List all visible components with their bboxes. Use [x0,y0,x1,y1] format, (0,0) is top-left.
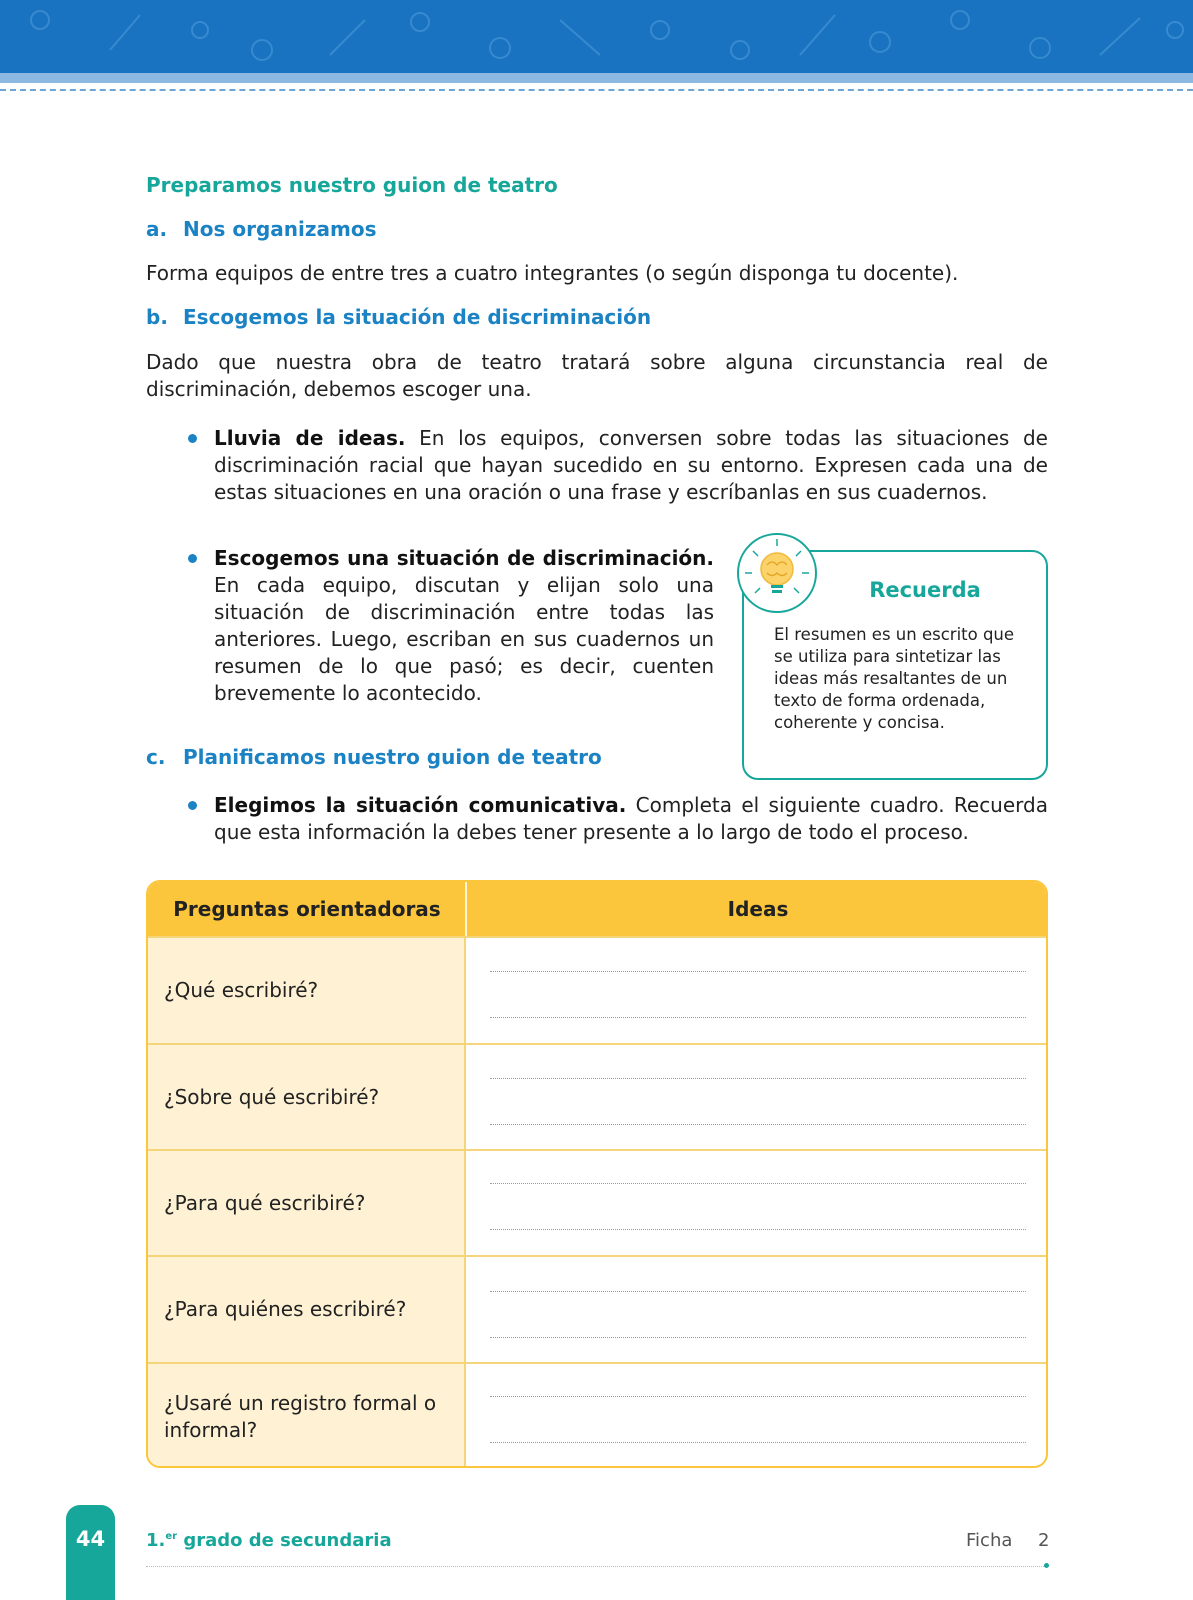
part-c-heading [146,745,1046,769]
header-strip [0,73,1193,83]
bullet-bold: Escogemos una situación de discriminación. [214,546,714,570]
answer-line[interactable] [490,1124,1026,1125]
answer-line[interactable] [490,1396,1026,1397]
answer-line[interactable] [490,1229,1026,1230]
answer-line[interactable] [490,1078,1026,1079]
part-c-letter: c. [146,745,166,769]
bullet-text: En cada equipo, discutan y elijan solo una situación de discriminación entre todas las anteriores. Luego, escriban en sus cuadernos un resumen de lo que pasó; es decir, cuenten brevemente lo acontecido. [214,573,714,705]
page-number-tab [66,1505,115,1600]
part-b-title: Escogemos la situación de discriminación [183,305,652,329]
bullet-bold: Elegimos la situación comunicativa. [214,793,627,817]
gear-icon [411,13,429,31]
bullet-bold: Lluvia de ideas. [214,426,406,450]
bullet-dot [188,554,197,563]
question-cell: ¿Sobre qué escribiré? [148,1045,466,1149]
page-number: 44 [75,1527,106,1551]
answer-line[interactable] [490,1442,1026,1443]
part-c-title: Planificamos nuestro guion de teatro [183,745,602,769]
header-ideas: Ideas [727,897,789,921]
part-b-text: Dado que nuestra obra de teatro tratará sobre alguna circunstancia real de discriminación, debemos escoger una. [146,350,1048,401]
question-cell: ¿Qué escribiré? [148,938,466,1043]
gear-icon [192,22,208,38]
guiding-questions-table [146,880,1048,1468]
part-a-letter: a. [146,217,168,241]
bullet-dot [188,434,197,443]
answer-line[interactable] [490,1291,1026,1292]
bullet-text: Completa el siguiente cuadro. Recuerda que esta información la debes tener presente a lo largo de todo el proceso. [214,793,1048,844]
question-cell: ¿Para quiénes escribiré? [148,1257,466,1362]
header-band [0,0,1193,73]
smiley-icon [1030,38,1050,58]
smiley-icon [252,40,272,60]
header-divider [0,89,1193,91]
header-preguntas: Preguntas orientadoras [173,897,441,921]
table-row [148,1043,1046,1149]
footer-ficha-number: 2 [1038,1530,1050,1551]
pencil-icon [110,15,140,50]
table-header [148,882,1046,936]
bullet-lluvia-de-ideas [146,425,1048,506]
doodle-pattern [0,0,1193,73]
part-a-text: Forma equipos de entre tres a cuatro integrantes (o según disponga tu docente). [146,261,959,285]
recuerda-text: El resumen es un escrito que se utiliza para sintetizar las ideas más resaltantes de un texto de forma ordenada, coherente y concisa. [774,625,1015,732]
footer-divider [146,1566,1048,1567]
smiley-icon [31,11,49,29]
lightbulb-brain-icon [737,533,817,613]
table-row [148,1149,1046,1255]
answer-line[interactable] [490,1337,1026,1338]
question-cell: ¿Usaré un registro formal o informal? [148,1364,466,1468]
grade-suffix: grado de secundaria [177,1530,392,1551]
gear-icon [951,11,969,29]
part-b-heading [146,305,1046,329]
answer-line[interactable] [490,1183,1026,1184]
smiley-icon [490,38,510,58]
grade-sup: er [165,1531,178,1542]
bullet-text: En los equipos, conversen sobre todas las situaciones de discriminación racial que hayan sucedido en su entorno. Expresen cada una de estas situaciones en una oración o una frase y escríbanlas en sus cuadernos. [214,426,1048,504]
table-row [148,1255,1046,1362]
pencil-icon [560,20,600,55]
gear-icon [651,21,669,39]
pencil-icon [330,20,365,55]
answer-line[interactable] [490,971,1026,972]
pencil-icon [800,15,835,55]
answer-line[interactable] [490,1017,1026,1018]
part-b-letter: b. [146,305,168,329]
footer-grade [146,1530,392,1551]
pencil-icon [1100,18,1140,55]
grade-prefix: 1. [146,1530,166,1551]
lightbulb-icon [870,32,890,52]
part-a-title: Nos organizamos [183,217,377,241]
question-cell: ¿Para qué escribiré? [148,1151,466,1255]
section-title: Preparamos nuestro guion de teatro [146,173,558,197]
footer-dot [1044,1563,1049,1568]
gear-icon [1167,22,1183,38]
table-row [148,936,1046,1043]
recuerda-title: Recuerda [869,578,981,602]
bullet-escogemos-situacion [146,545,714,707]
part-a-heading [146,217,1046,241]
bullet-situacion-comunicativa [146,792,1048,846]
footer-ficha-label: Ficha [966,1530,1013,1551]
table-row [148,1362,1046,1468]
smiley-icon [731,41,749,59]
bullet-dot [188,801,197,810]
